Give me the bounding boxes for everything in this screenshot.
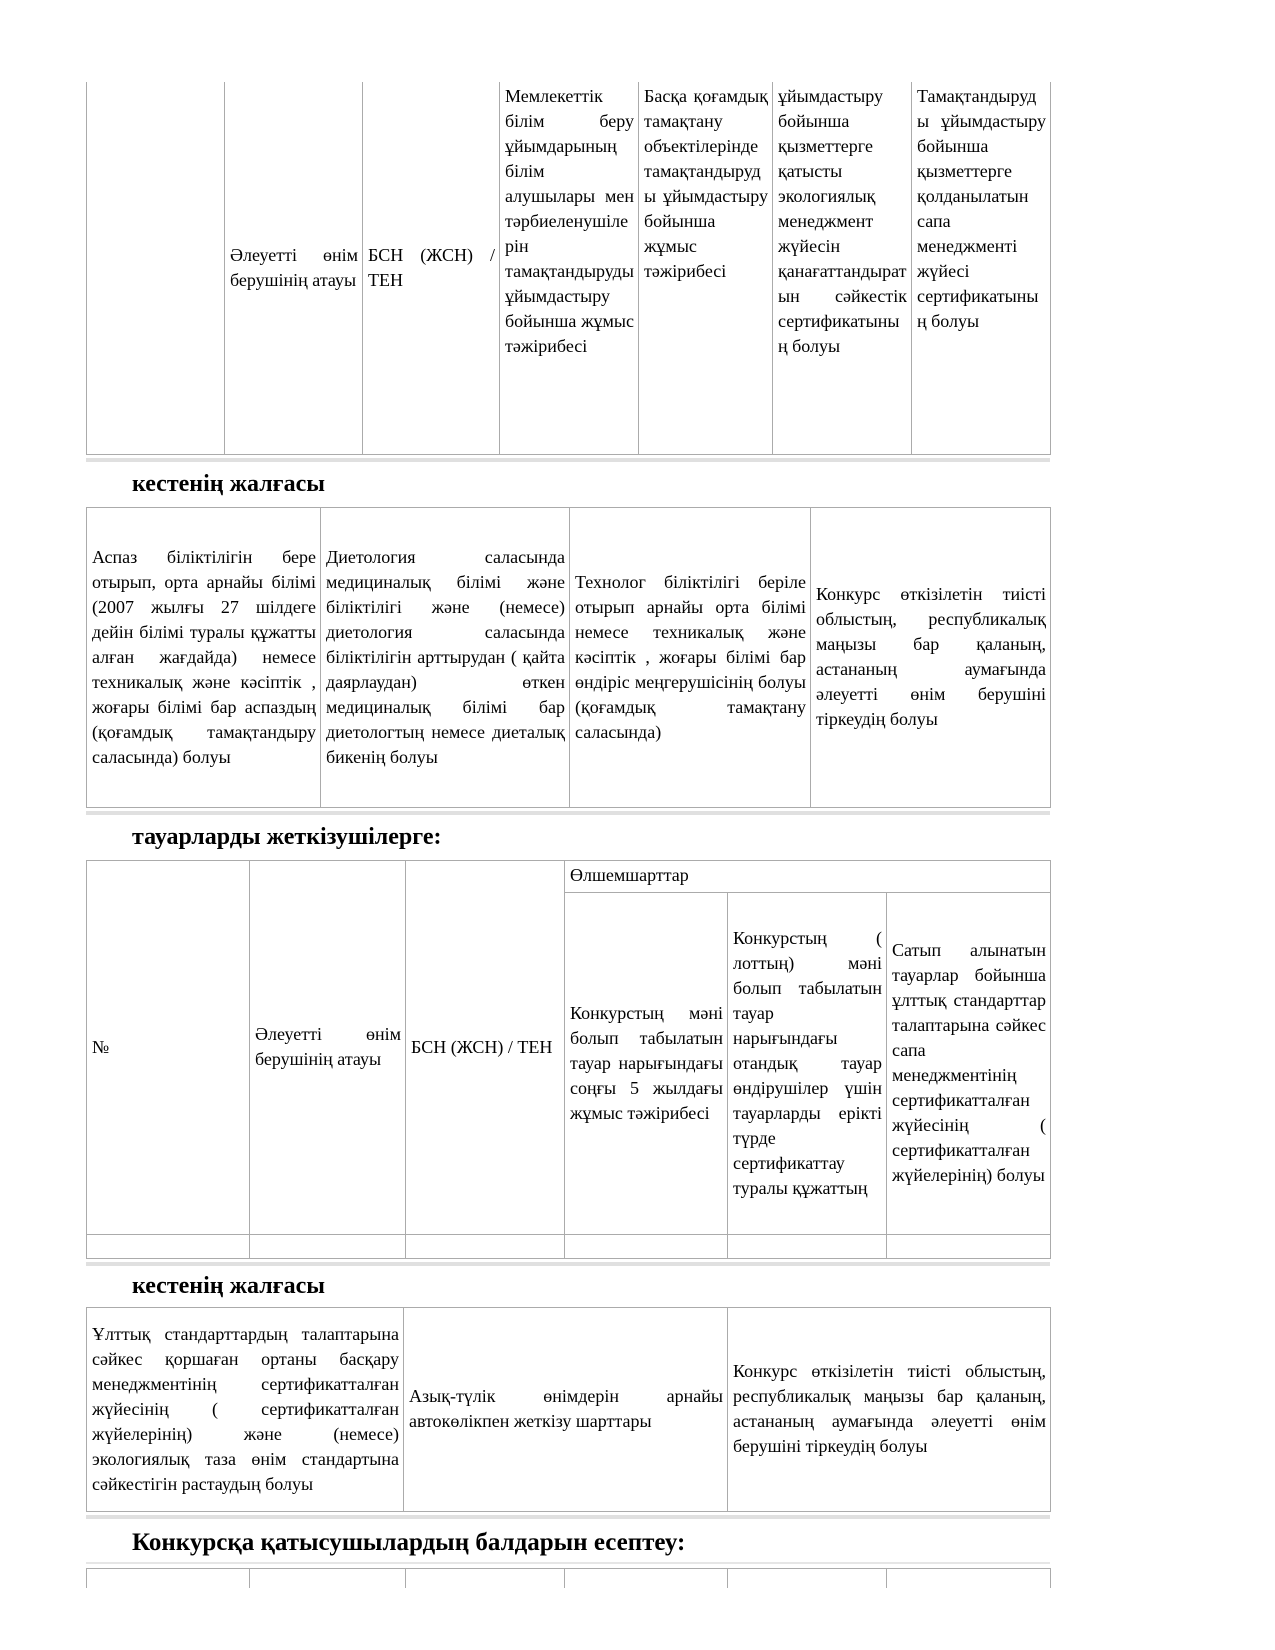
- number-header-cell: №: [87, 860, 250, 1234]
- empty-cell: [406, 1234, 565, 1258]
- quality-management-certificate-header-cell: Тамақтандыруды ұйымдастыру бойынша қызметтерге қолданылатын сапа менеджменті жүйесі сертификатының болуы: [912, 82, 1051, 454]
- empty-cell: [250, 1568, 406, 1588]
- table-goods-suppliers-criteria: [86, 860, 1051, 1259]
- empty-cell: [406, 1568, 565, 1588]
- heading-table-continuation-2: кестенің жалғасы: [132, 1272, 325, 1299]
- table-top-rule: [86, 1562, 1050, 1564]
- other-catering-experience-header-cell: Басқа қоғамдық тамақтану объектілерінде тамақтандыруды ұйымдастыру бойынша жұмыс тәжірибесі: [639, 82, 773, 454]
- market-experience-criterion-cell: Конкурстың мәні болып табылатын тауар нарығындағы соңғы 5 жылдағы жұмыс тәжірибесі: [565, 892, 728, 1234]
- bin-header-cell: БСН (ЖСН) / ТЕН: [363, 82, 500, 454]
- table-goods-suppliers-continuation: [86, 1307, 1051, 1512]
- table-catering-qualification-continued: [86, 82, 1051, 455]
- table-row: [87, 860, 1051, 892]
- table-row: [87, 82, 1051, 454]
- table-row: [87, 1568, 1051, 1588]
- table-score-calculation-stub: [86, 1568, 1051, 1588]
- technologist-qualification-cell: Технолог біліктілігі беріле отырып арнайы орта білімі немесе техникалық және кәсіптік , жоғары білімі бар өндіріс меңгерушісінің болуы (қоғамдық тамақтану саласында): [570, 507, 811, 807]
- table-catering-qualification-continuation: [86, 507, 1051, 808]
- empty-cell: [565, 1568, 728, 1588]
- dietology-qualification-cell: Диетология саласында медициналық білімі және біліктілігі және (немесе) диетология саласында біліктілігін арттырудан ( қайта даярлаудан) өткен медициналық білімі бар диетологтың немесе диеталық бикенің болуы: [321, 507, 570, 807]
- regional-registration-cell: Конкурс өткізілетін тиісті облыстың, республикалық маңызы бар қаланың, астананың аумағында әлеуетті өнім берушіні тіркеудің болуы: [811, 507, 1051, 807]
- regional-registration-cell: Конкурс өткізілетін тиісті облыстың, республикалық маңызы бар қаланың, астананың аумағында әлеуетті өнім берушіні тіркеудің болуы: [728, 1307, 1051, 1511]
- special-transport-delivery-cell: Азық-түлік өнімдерін арнайы автокөлікпен жеткізу шарттары: [404, 1307, 728, 1511]
- table-row: [87, 1307, 1051, 1511]
- cook-qualification-cell: Аспаз біліктілігін бере отырып, орта арнайы білімі (2007 жылғы 27 шілдеге дейін білімі туралы құжатты алған жағдайда) немесе техникалық және кәсіптік , жоғары білімі бар аспаздың (қоғамдық тамақтандыру саласында) болуы: [87, 507, 321, 807]
- empty-cell: [565, 1234, 728, 1258]
- empty-cell: [728, 1568, 887, 1588]
- heading-score-calculation: Конкурсқа қатысушылардың балдарын есептеу:: [132, 1528, 686, 1556]
- supplier-name-header-cell: Әлеуетті өнім берушінің атауы: [225, 82, 363, 454]
- table-row: [87, 1234, 1051, 1258]
- document-content: [86, 82, 1050, 1588]
- table-row: [87, 507, 1051, 807]
- heading-goods-suppliers: тауарларды жеткізушілерге:: [132, 823, 442, 850]
- bin-header-cell: БСН (ЖСН) / ТЕН: [406, 860, 565, 1234]
- empty-cell: [887, 1568, 1051, 1588]
- empty-cell: [87, 1568, 250, 1588]
- empty-cell: [250, 1234, 406, 1258]
- quality-system-criterion-cell: Сатып алынатын тауарлар бойынша ұлттық стандарттар талаптарына сәйкес сапа менеджментінің сертификатталған жүйесінің ( сертификатталған жүйелерінің) болуы: [887, 892, 1051, 1234]
- table-bottom-rule: [86, 811, 1050, 815]
- empty-cell: [728, 1234, 887, 1258]
- heading-table-continuation-1: кестенің жалғасы: [132, 470, 325, 497]
- eco-management-certificate-header-cell: ұйымдастыру бойынша қызметтерге қатысты экологиялық менеджмент жүйесін қанағаттандыратын сәйкестік сертификатының болуы: [773, 82, 912, 454]
- state-education-experience-header-cell: Мемлекеттік білім беру ұйымдарының білім алушылары мен тәрбиеленушілерін тамақтандыруды ұйымдастыру бойынша жұмыс тәжірибесі: [500, 82, 639, 454]
- supplier-name-header-cell: Әлеуетті өнім берушінің атауы: [250, 860, 406, 1234]
- eco-standard-confirmation-cell: Ұлттық стандарттардың талаптарына сәйкес қоршаған ортаны басқару менеджментінің сертификатталған жүйесінің ( сертификатталған жүйелерінің) және (немесе) экологиялық таза өнім стандартына сәйкестігін растаудың болуы: [87, 1307, 404, 1511]
- table-bottom-rule: [86, 458, 1050, 462]
- criteria-group-header-cell: Өлшемшарттар: [565, 860, 1051, 892]
- empty-cell: [87, 1234, 250, 1258]
- empty-cell: [87, 82, 225, 454]
- table-bottom-rule: [86, 1262, 1050, 1266]
- table-bottom-rule: [86, 1515, 1050, 1519]
- empty-cell: [887, 1234, 1051, 1258]
- voluntary-certification-criterion-cell: Конкурстың ( лоттың) мәні болып табылатын тауар нарығындағы отандық тауар өндірушілер үшін тауарларды ерікті түрде сертификаттау туралы құжаттың: [728, 892, 887, 1234]
